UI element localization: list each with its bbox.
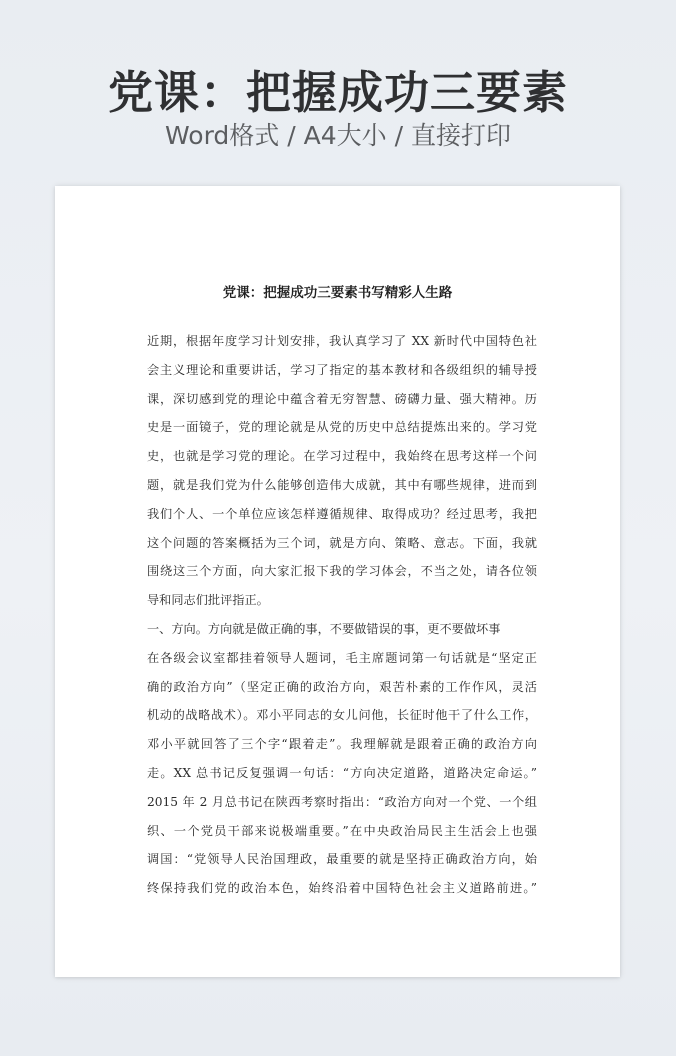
- body-text-line: 2015 年 2 月总书记在陕西考察时指出：“政治方向对一个党、一个组: [147, 794, 537, 809]
- body-text-line: 走。XX 总书记反复强调一句话：“方向决定道路，道路决定命运。”: [147, 765, 537, 780]
- body-text-line: 在各级会议室都挂着领导人题词，毛主席题词第一句话就是“坚定正: [147, 650, 537, 665]
- body-text-line: 围绕这三个方面，向大家汇报下我的学习体会，不当之处，请各位领: [147, 564, 537, 579]
- body-text-line: 题，就是我们党为什么能够创造伟大成就，其中有哪些规律，进而到: [147, 477, 537, 492]
- body-text-line: 一、方向。方向就是做正确的事，不要做错误的事，更不要做坏事: [147, 621, 501, 636]
- body-text-line: 会主义理论和重要讲话，学习了指定的基本教材和各级组织的辅导授: [147, 362, 537, 377]
- body-text-line: 史，也就是学习党的理论。在学习过程中，我始终在思考这样一个问: [147, 449, 537, 464]
- body-text-line: 我们个人、一个单位应该怎样遵循规律、取得成功？经过思考，我把: [147, 506, 537, 521]
- body-text-line: 课，深切感到党的理论中蕴含着无穷智慧、磅礴力量、强大精神。历: [147, 391, 537, 406]
- body-text-line: 近期，根据年度学习计划安排，我认真学习了 XX 新时代中国特色社: [147, 334, 537, 348]
- body-text-line: 调国：“党领导人民治国理政，最重要的就是坚持正确政治方向，始: [147, 852, 537, 867]
- body-text-line: 终保持我们党的政治本色，始终沿着中国特色社会主义道路前进。”: [147, 881, 537, 896]
- document-body: [147, 327, 537, 903]
- body-text-line: 这个问题的答案概括为三个词，就是方向、策略、意志。下面，我就: [147, 535, 537, 550]
- body-text-line: 织、一个党员干部来说极端重要。”在中央政治局民主生活会上也强: [147, 823, 537, 838]
- body-text-line: 邓小平就回答了三个字“跟着走”。我理解就是跟着正确的政治方向: [147, 737, 537, 752]
- banner-subtitle: Word格式 / A4大小 / 直接打印: [165, 121, 511, 150]
- document-title: 党课：把握成功三要素书写精彩人生路: [222, 285, 453, 301]
- banner-title: 党课：把握成功三要素: [107, 66, 568, 119]
- document-page: [55, 186, 620, 977]
- body-text-line: 导和同志们批评指正。: [147, 593, 269, 608]
- body-text-line: 史是一面镜子，党的理论就是从党的历史中总结提炼出来的。学习党: [147, 420, 537, 435]
- body-text-line: 确的政治方向”（坚定正确的政治方向，艰苦朴素的工作作风，灵活: [147, 679, 537, 694]
- body-text-line: 机动的战略战术）。邓小平同志的女儿问他，长征时他干了什么工作，: [147, 708, 537, 723]
